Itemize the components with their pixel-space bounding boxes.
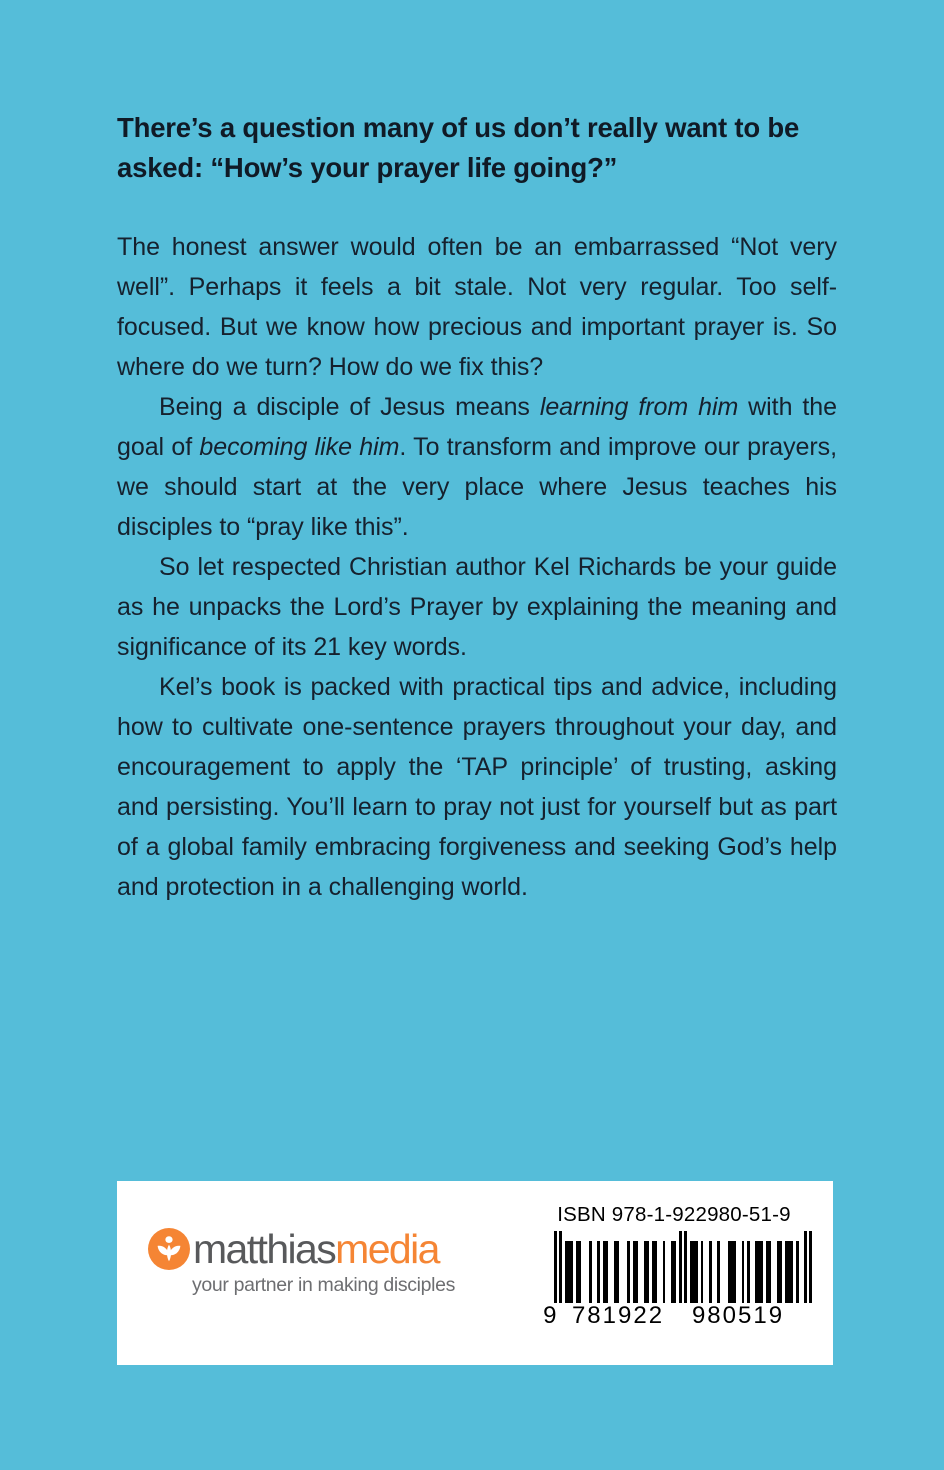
blurb-paragraph-2-text-a: Being a disciple of Jesus means	[159, 393, 540, 421]
matthias-media-seed-icon	[148, 1228, 190, 1270]
blurb-paragraph-2	[117, 387, 837, 547]
barcode-digits	[536, 1303, 812, 1329]
publisher-wordmark-row	[148, 1226, 548, 1272]
publisher-tagline: your partner in making disciples	[192, 1274, 456, 1296]
blurb-paragraph-2-text-c: . To transform and improve our prayers, we should start at the very place where Jesus teaches his disciples to “pray like this”.	[117, 433, 837, 541]
blurb-paragraph-4: Kel’s book is packed with practical tips and advice, including how to cultivate one-sentence prayers throughout your day, and encouragement to apply the ‘TAP principle’ of trusting, asking and persisting. You’ll learn to pray not just for yourself but as part of a global family embracing forgiveness and seeking God’s help and protection in a challenging world.	[117, 673, 837, 901]
publisher-name-matthias: matthias	[193, 1226, 336, 1272]
blurb-paragraph-3: So let respected Christian author Kel Richards be your guide as he unpacks the Lord’s Prayer by explaining the meaning and significance of its 21 key words.	[117, 553, 837, 661]
publisher-name-media: media	[335, 1226, 439, 1272]
footer-panel	[117, 1181, 833, 1365]
barcode-digits-left: 781922	[571, 1302, 665, 1329]
blurb-emphasis-becoming-like-him: becoming like him	[199, 433, 400, 461]
isbn-label: ISBN 978-1-922980-51-9	[557, 1203, 791, 1226]
barcode-digit-lead: 9	[543, 1302, 557, 1329]
blurb-paragraph-2-text-b: with the goal of	[117, 393, 837, 461]
blurb-text	[117, 227, 837, 907]
blurb-emphasis-learning-from-him: learning from him	[539, 393, 739, 421]
ean13-barcode-image	[554, 1231, 812, 1303]
barcode-digits-right: 980519	[691, 1302, 785, 1329]
publisher-logo	[148, 1226, 548, 1297]
barcode-block	[536, 1203, 812, 1329]
page-title: There’s a question many of us don’t really want to be asked: “How’s your prayer life going?”	[117, 112, 800, 183]
publisher-name	[193, 1228, 439, 1270]
back-cover-copy	[117, 108, 837, 907]
blurb-paragraph-1: The honest answer would often be an embarrassed “Not very well”. Perhaps it feels a bit stale. Not very regular. Too self-focused. But we know how precious and important prayer is. So where do we turn? How do we fix this?	[117, 233, 837, 381]
